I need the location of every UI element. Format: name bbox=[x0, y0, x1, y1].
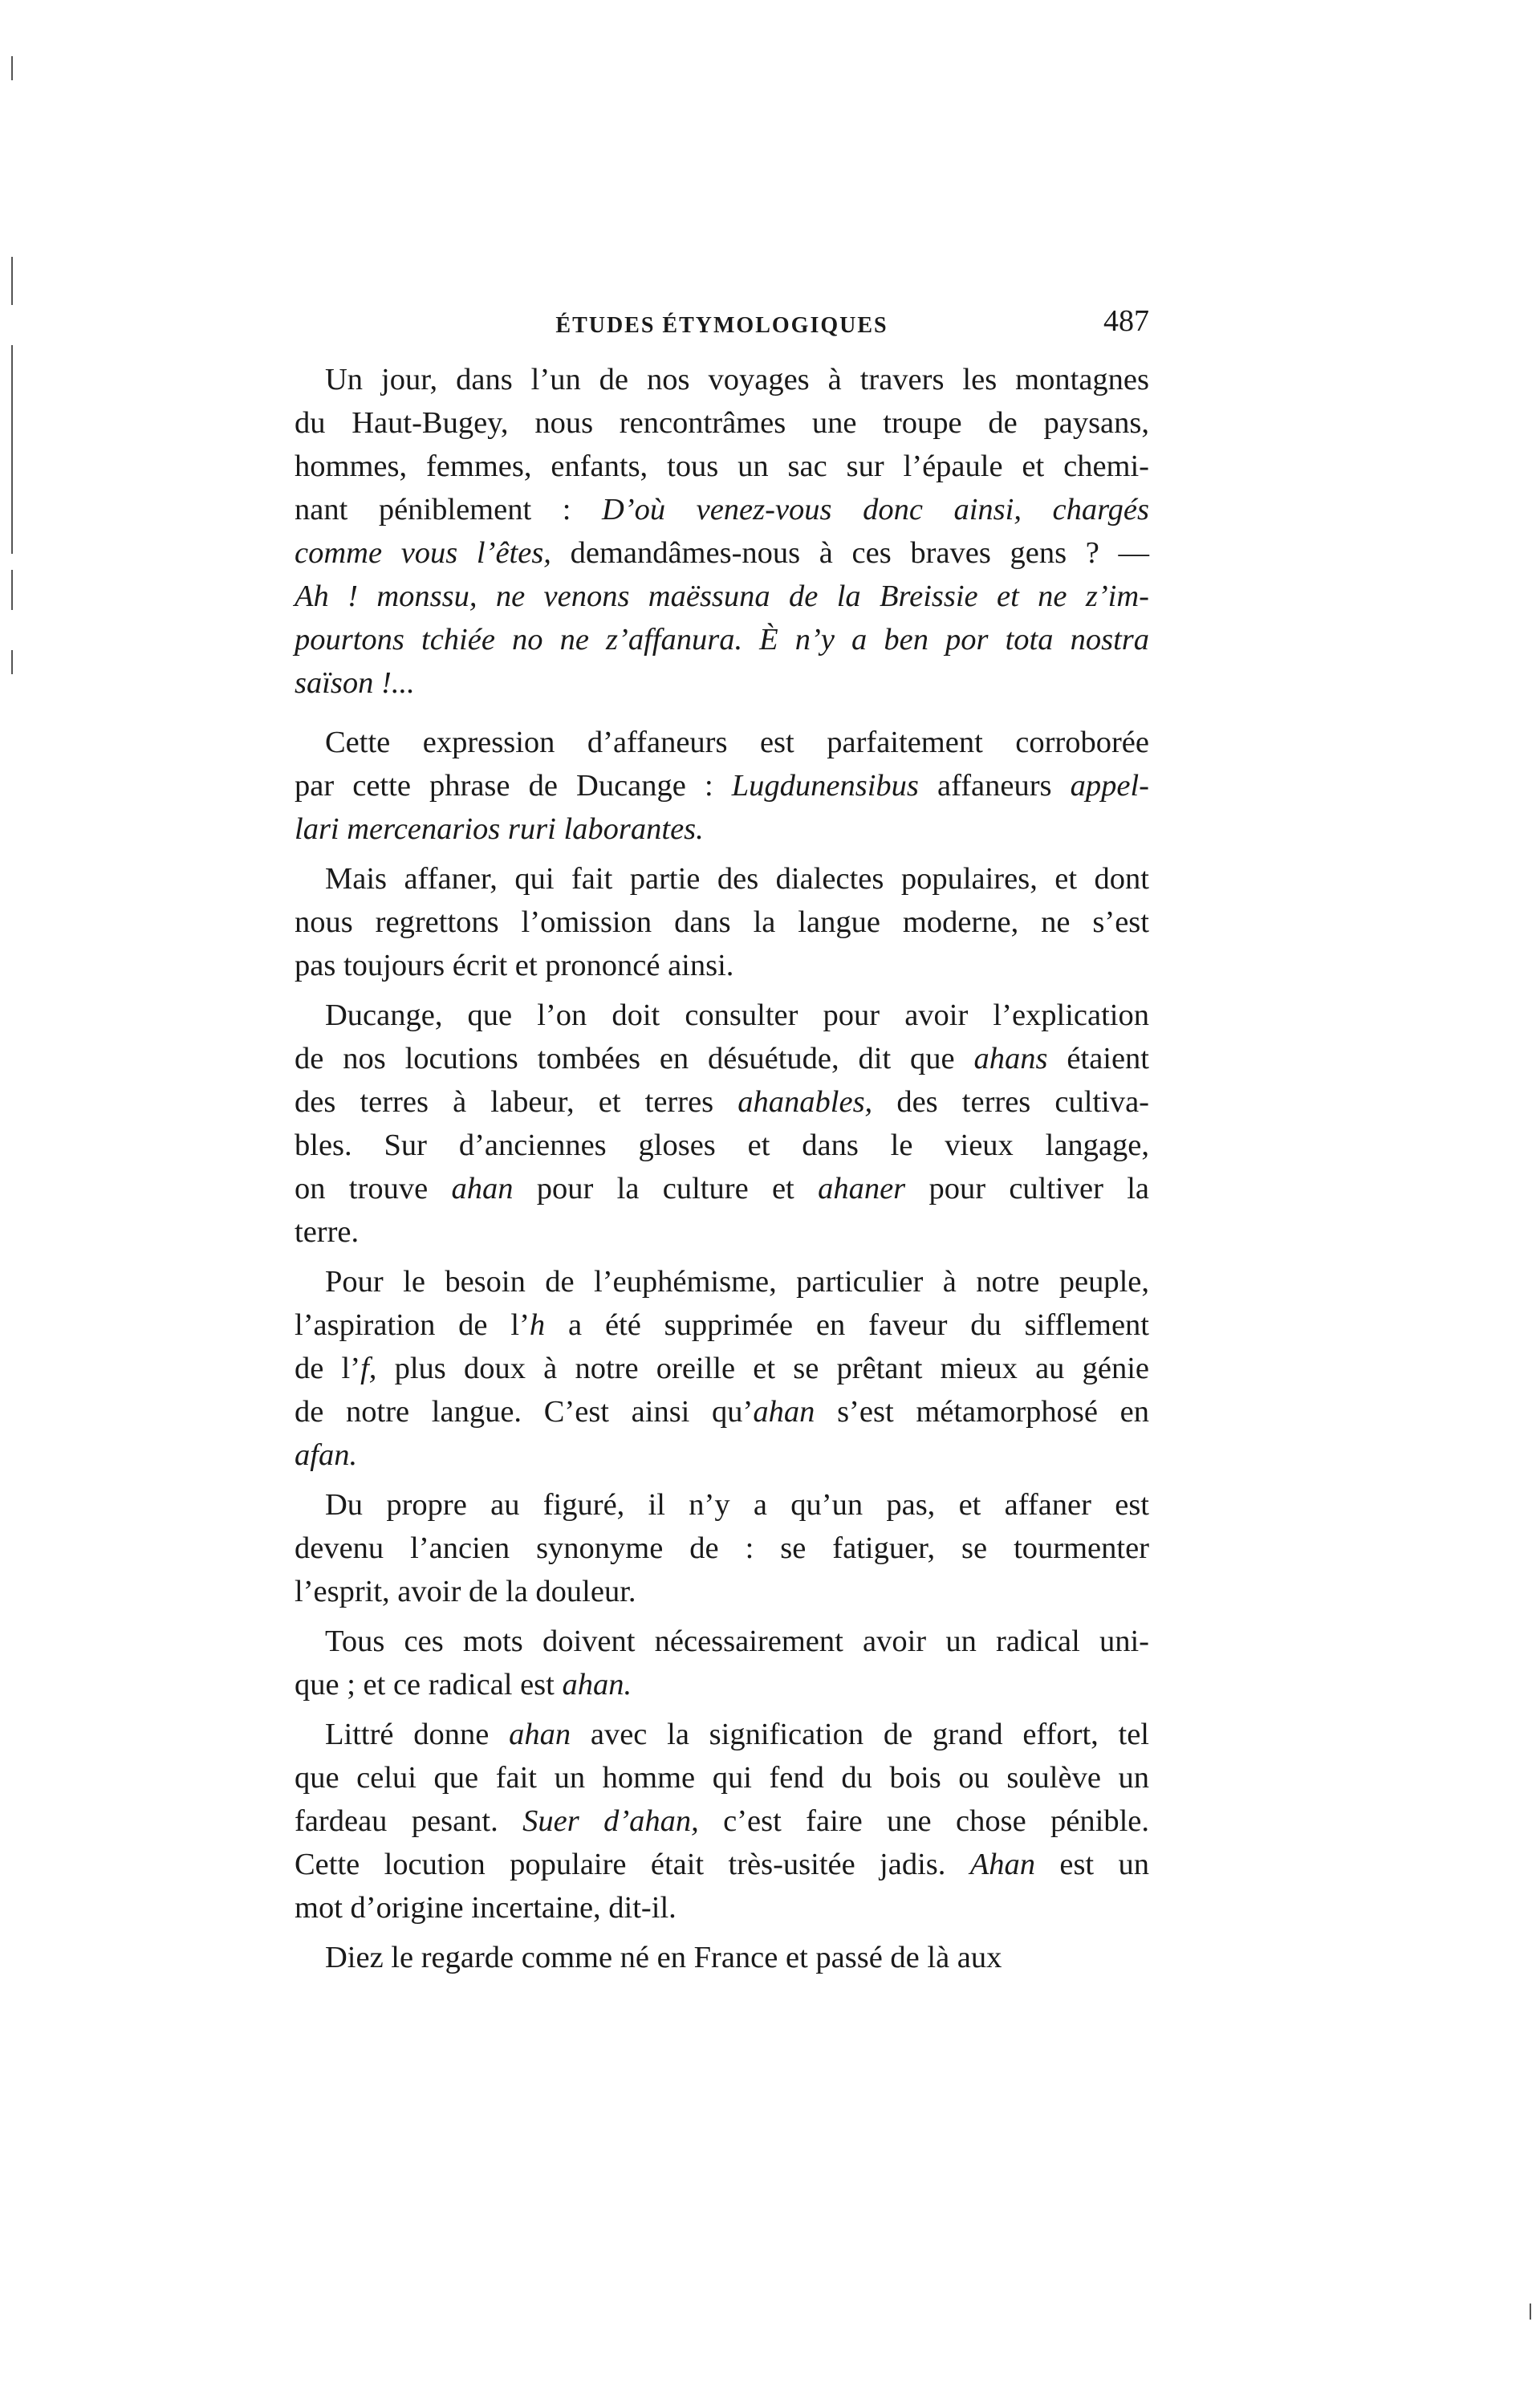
text-run: on trouve bbox=[295, 1172, 452, 1206]
scan-edge-mark bbox=[11, 56, 13, 80]
text-line bbox=[295, 1167, 1149, 1210]
text-line bbox=[295, 1713, 1149, 1756]
text-run: pour cultiver la bbox=[905, 1172, 1150, 1206]
page-number: 487 bbox=[1103, 304, 1149, 338]
text-run: de l’ bbox=[295, 1352, 361, 1385]
text-run: hommes, femmes, enfants, tous un sac sur l’épaule et chemi- bbox=[295, 449, 1149, 483]
text-run: avec la signification de grand effort, tel bbox=[571, 1718, 1150, 1751]
italic-text: ahanables, bbox=[737, 1085, 873, 1119]
paragraph bbox=[295, 1260, 1149, 1477]
text-run: nous regrettons l’omission dans la langue moderne, ne s’est bbox=[295, 905, 1149, 939]
text-run: est un bbox=[1035, 1848, 1149, 1881]
italic-text: f, bbox=[360, 1352, 377, 1385]
text-run: par cette phrase de Ducange : bbox=[295, 769, 732, 803]
text-line bbox=[295, 764, 1149, 807]
text-run: pas toujours écrit et prononcé ainsi. bbox=[295, 949, 734, 982]
italic-text: h bbox=[529, 1308, 546, 1342]
text-run: terre. bbox=[295, 1215, 360, 1249]
text-run: plus doux à notre oreille et se prêtant mieux au génie bbox=[376, 1352, 1149, 1385]
text-run: a été supprimée en faveur du sifflement bbox=[545, 1308, 1149, 1342]
text-run: Tous ces mots doivent nécessairement avoir un radical uni- bbox=[325, 1624, 1149, 1658]
text-line bbox=[295, 1570, 1149, 1613]
text-run: demandâmes-nous à ces braves gens ? — bbox=[551, 536, 1149, 570]
italic-text: lari mercenarios ruri laborantes. bbox=[295, 812, 704, 846]
scan-edge-mark bbox=[11, 257, 13, 305]
scan-edge-mark bbox=[11, 650, 13, 674]
text-line bbox=[295, 1843, 1149, 1886]
scan-edge-mark bbox=[1530, 2303, 1531, 2320]
text-run: Du propre au figuré, il n’y a qu’un pas, et affaner est bbox=[325, 1488, 1149, 1522]
italic-text: appel- bbox=[1070, 769, 1149, 803]
paragraph bbox=[295, 1620, 1149, 1706]
text-run: des terres à labeur, et terres bbox=[295, 1085, 738, 1119]
paragraph bbox=[295, 1483, 1149, 1613]
text-line bbox=[295, 1527, 1149, 1570]
text-line bbox=[295, 1756, 1149, 1799]
text-run: que ; et ce radical est bbox=[295, 1668, 563, 1702]
text-run: Pour le besoin de l’euphémisme, particulier à notre peuple, bbox=[325, 1265, 1149, 1299]
text-run: Mais affaner, qui fait partie des dialectes populaires, et dont bbox=[325, 862, 1149, 896]
text-run: fardeau pesant. bbox=[295, 1804, 523, 1838]
text-run: Cette expression d’affaneurs est parfaitement corroborée bbox=[325, 726, 1149, 759]
text-line bbox=[295, 661, 1149, 705]
italic-text: ahans bbox=[973, 1042, 1048, 1075]
text-run: Ducange, que l’on doit consulter pour avoir l’explication bbox=[325, 998, 1149, 1032]
scan-edge-mark bbox=[11, 345, 13, 554]
text-line bbox=[295, 1210, 1149, 1254]
body-text bbox=[295, 358, 1149, 1979]
running-title: ÉTUDES ÉTYMOLOGIQUES bbox=[555, 313, 888, 338]
text-run: Littré donne bbox=[325, 1718, 510, 1751]
text-run: du Haut-Bugey, nous rencontrâmes une troupe de paysans, bbox=[295, 406, 1149, 440]
text-line bbox=[295, 1886, 1149, 1929]
text-run: c’est faire une chose pénible. bbox=[698, 1804, 1149, 1838]
text-run: pour la culture et bbox=[513, 1172, 819, 1206]
text-line bbox=[295, 618, 1149, 661]
text-line bbox=[295, 1124, 1149, 1167]
text-run: l’aspiration de l’ bbox=[295, 1308, 530, 1342]
text-line bbox=[295, 1799, 1149, 1843]
italic-text: saïson !... bbox=[295, 666, 415, 700]
text-line bbox=[295, 1433, 1149, 1477]
text-line bbox=[295, 1347, 1149, 1390]
text-line bbox=[295, 901, 1149, 944]
italic-text: ahan bbox=[753, 1395, 815, 1429]
text-run: que celui que fait un homme qui fend du bois ou soulève un bbox=[295, 1761, 1149, 1795]
italic-text: ahaner bbox=[818, 1172, 906, 1206]
page-header bbox=[295, 303, 1149, 347]
text-run: de nos locutions tombées en désuétude, dit que bbox=[295, 1042, 974, 1075]
text-line bbox=[295, 1663, 1149, 1706]
italic-text: Ahan bbox=[969, 1848, 1036, 1881]
text-line bbox=[295, 401, 1149, 445]
paragraph bbox=[295, 721, 1149, 851]
text-line bbox=[295, 857, 1149, 901]
text-run: Un jour, dans l’un de nos voyages à travers les montagnes bbox=[325, 363, 1149, 396]
text-line bbox=[295, 721, 1149, 764]
italic-text: pourtons tchiée no ne z’affanura. È n’y a ben por tota nostra bbox=[295, 623, 1149, 657]
text-run: de notre langue. C’est ainsi qu’ bbox=[295, 1395, 754, 1429]
text-line bbox=[295, 1037, 1149, 1080]
paragraph bbox=[295, 1713, 1149, 1929]
text-run: affaneurs bbox=[918, 769, 1071, 803]
italic-text: comme vous l’êtes, bbox=[295, 536, 551, 570]
italic-text: ahan bbox=[451, 1172, 514, 1206]
text-line bbox=[295, 531, 1149, 575]
paragraph bbox=[295, 857, 1149, 987]
text-run: Cette locution populaire était très-usitée jadis. bbox=[295, 1848, 970, 1881]
text-line bbox=[295, 994, 1149, 1037]
paragraph bbox=[295, 1936, 1149, 1979]
text-line bbox=[295, 488, 1149, 531]
text-line bbox=[295, 1080, 1149, 1124]
text-line bbox=[295, 358, 1149, 401]
text-line bbox=[295, 1620, 1149, 1663]
text-run: étaient bbox=[1047, 1042, 1150, 1075]
text-run: bles. Sur d’anciennes gloses et dans le vieux langage, bbox=[295, 1128, 1149, 1162]
text-run: nant péniblement : bbox=[295, 493, 602, 527]
italic-text: Suer d’ahan, bbox=[522, 1804, 699, 1838]
text-run: s’est métamorphosé en bbox=[815, 1395, 1149, 1429]
text-line bbox=[295, 445, 1149, 488]
italic-text: Ah ! monssu, ne venons maëssuna de la Breissie et ne z’im- bbox=[295, 579, 1149, 613]
text-line bbox=[295, 807, 1149, 851]
text-line bbox=[295, 1483, 1149, 1527]
text-line bbox=[295, 1390, 1149, 1433]
italic-text: ahan. bbox=[562, 1668, 632, 1702]
italic-text: D’où venez-vous donc ainsi, chargés bbox=[601, 493, 1149, 527]
text-run: mot d’origine incertaine, dit-il. bbox=[295, 1891, 677, 1925]
text-line bbox=[295, 575, 1149, 618]
text-line bbox=[295, 1303, 1149, 1347]
italic-text: afan. bbox=[295, 1438, 358, 1472]
paragraph bbox=[295, 994, 1149, 1254]
text-run: devenu l’ancien synonyme de : se fatiguer, se tourmenter bbox=[295, 1531, 1149, 1565]
text-line bbox=[295, 1936, 1149, 1979]
text-line bbox=[295, 944, 1149, 987]
italic-text: Lugdunensibus bbox=[731, 769, 919, 803]
text-line bbox=[295, 1260, 1149, 1303]
text-run: Diez le regarde comme né en France et passé de là aux bbox=[325, 1941, 1002, 1974]
scan-edge-mark bbox=[11, 570, 13, 610]
paragraph bbox=[295, 358, 1149, 705]
italic-text: ahan bbox=[509, 1718, 571, 1751]
text-run: des terres cultiva- bbox=[872, 1085, 1149, 1119]
text-run: l’esprit, avoir de la douleur. bbox=[295, 1575, 636, 1608]
